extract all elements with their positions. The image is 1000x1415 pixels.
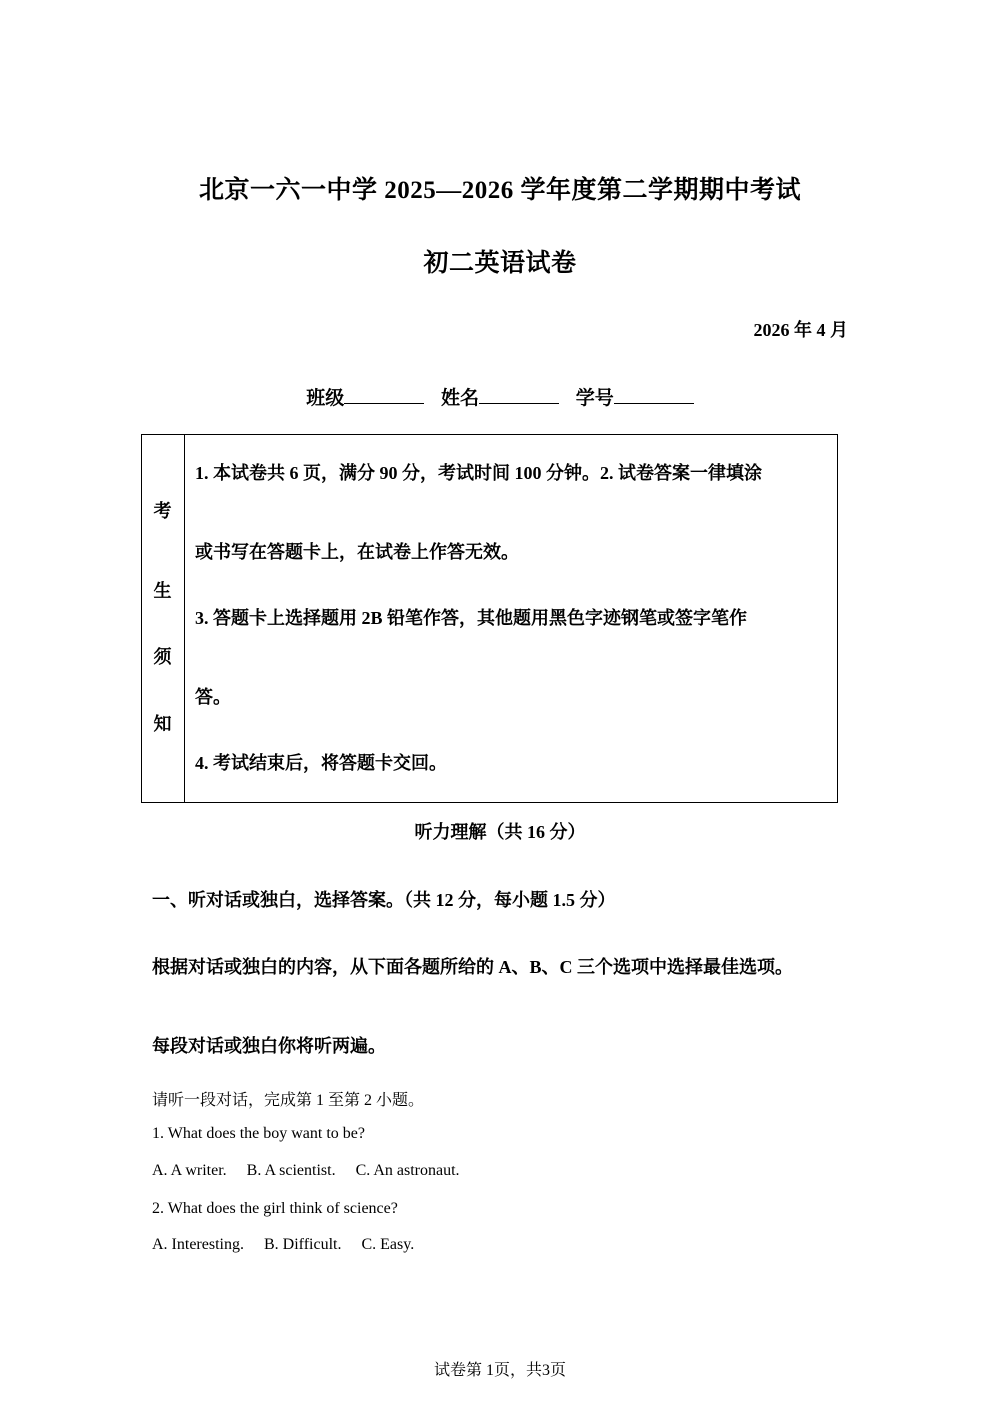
name-blank[interactable]: [479, 385, 559, 404]
instruction-line: 根据对话或独白的内容，从下面各题所给的 A、B、C 三个选项中选择最佳选项。: [152, 957, 794, 977]
question-options: A. A writer. B. A scientist. C. An astronaut.: [152, 1162, 460, 1179]
question-text: 1. What does the boy want to be?: [152, 1125, 365, 1142]
notice-line: 答。: [195, 687, 231, 707]
notice-side-label: [142, 435, 185, 802]
listening-section-title: 听力理解（共 16 分）: [414, 822, 586, 842]
student-info-line: [0, 383, 1000, 410]
exam-title: 北京一六一中学 2025—2026 学年度第二学期期中考试: [198, 177, 801, 204]
question-text: 2. What does the girl think of science?: [152, 1200, 398, 1217]
notice-side-char: 生: [153, 581, 172, 601]
class-label: 班级: [306, 388, 345, 409]
exam-notice-box: [141, 434, 838, 803]
listening-prompt: 请听一段对话，完成第 1 至第 2 小题。: [152, 1092, 425, 1109]
notice-line: 或书写在答题卡上，在试卷上作答无效。: [195, 542, 519, 562]
notice-side-char: 考: [153, 501, 172, 521]
class-blank[interactable]: [344, 385, 424, 404]
instruction-line: 每段对话或独白你将听两遍。: [152, 1036, 386, 1056]
notice-line: 4. 考试结束后，将答题卡交回。: [195, 753, 447, 773]
number-label: 学号: [575, 388, 614, 409]
number-blank[interactable]: [614, 385, 694, 404]
page-footer: 试卷第 1页，共3页: [433, 1362, 566, 1379]
notice-side-char: 须: [153, 647, 172, 667]
exam-date: 2026 年 4 月: [753, 320, 848, 340]
notice-side-char: 知: [153, 714, 172, 734]
part1-title: 一、听对话或独白，选择答案。（共 12 分，每小题 1.5 分）: [152, 890, 616, 910]
notice-line: 3. 答题卡上选择题用 2B 铅笔作答，其他题用黑色字迹钢笔或签字笔作: [195, 608, 748, 628]
question-options: A. Interesting. B. Difficult. C. Easy.: [152, 1236, 415, 1253]
notice-line: 1. 本试卷共 6 页，满分 90 分，考试时间 100 分钟。2. 试卷答案一律填涂: [195, 463, 762, 483]
name-label: 姓名: [440, 388, 479, 409]
exam-subtitle: 初二英语试卷: [423, 250, 577, 277]
